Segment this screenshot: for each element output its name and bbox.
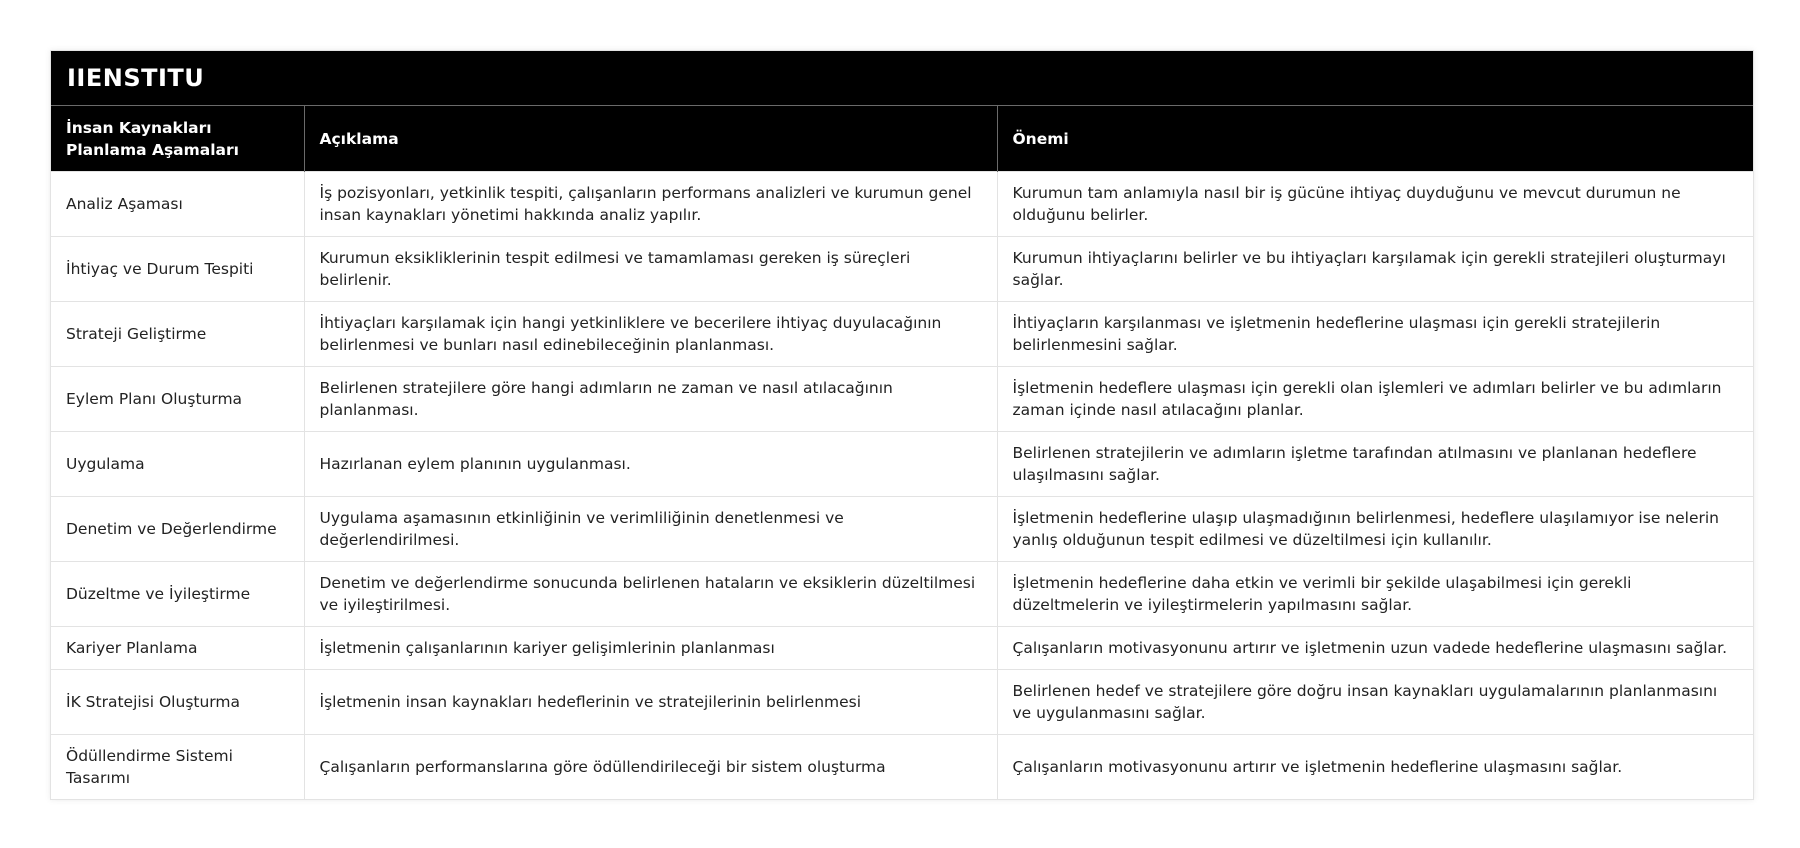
cell-stage: Analiz Aşaması [51,172,304,237]
table-body [51,172,1753,800]
table-row [51,670,1753,735]
cell-stage: Strateji Geliştirme [51,302,304,367]
cell-importance: Belirlenen hedef ve stratejilere göre doğru insan kaynakları uygulamalarının planlanmasını ve uygulanmasını sağlar. [997,670,1753,735]
table-row [51,735,1753,800]
cell-importance: Çalışanların motivasyonunu artırır ve işletmenin uzun vadede hedeflerine ulaşmasını sağlar. [997,627,1753,670]
cell-importance: İşletmenin hedeflere ulaşması için gerekli olan işlemleri ve adımları belirler ve bu adımların zaman içinde nasıl atılacağını planlar. [997,367,1753,432]
table-row [51,367,1753,432]
table-row [51,302,1753,367]
cell-stage: Düzeltme ve İyileştirme [51,562,304,627]
cell-stage: İK Stratejisi Oluşturma [51,670,304,735]
table-row [51,237,1753,302]
cell-stage: Denetim ve Değerlendirme [51,497,304,562]
header-stage: İnsan Kaynakları Planlama Aşamaları [51,106,304,172]
cell-description: Çalışanların performanslarına göre ödüllendirileceği bir sistem oluşturma [304,735,997,800]
cell-description: Kurumun eksikliklerinin tespit edilmesi ve tamamlaması gereken iş süreçleri belirlenir. [304,237,997,302]
brand-title: IIENSTITU [51,51,1753,106]
cell-stage: Ödüllendirme Sistemi Tasarımı [51,735,304,800]
table-container [50,50,1754,800]
cell-stage: Kariyer Planlama [51,627,304,670]
cell-description: Belirlenen stratejilere göre hangi adımların ne zaman ve nasıl atılacağının planlanması. [304,367,997,432]
table-row [51,172,1753,237]
cell-stage: Uygulama [51,432,304,497]
table-row [51,562,1753,627]
header-importance: Önemi [997,106,1753,172]
header-description: Açıklama [304,106,997,172]
cell-importance: Kurumun tam anlamıyla nasıl bir iş gücüne ihtiyaç duyduğunu ve mevcut durumun ne olduğunu belirler. [997,172,1753,237]
cell-stage: İhtiyaç ve Durum Tespiti [51,237,304,302]
header-row [51,106,1753,172]
cell-importance: Çalışanların motivasyonunu artırır ve işletmenin hedeflerine ulaşmasını sağlar. [997,735,1753,800]
cell-description: Hazırlanan eylem planının uygulanması. [304,432,997,497]
table-header [51,106,1753,172]
cell-description: İşletmenin çalışanlarının kariyer gelişimlerinin planlanması [304,627,997,670]
cell-description: İhtiyaçları karşılamak için hangi yetkinliklere ve becerilere ihtiyaç duyulacağının belirlenmesi ve bunları nasıl edinebileceğinin planlanması. [304,302,997,367]
table-row [51,432,1753,497]
cell-importance: Belirlenen stratejilerin ve adımların işletme tarafından atılmasını ve planlanan hedeflere ulaşılmasını sağlar. [997,432,1753,497]
cell-stage: Eylem Planı Oluşturma [51,367,304,432]
cell-importance: İhtiyaçların karşılanması ve işletmenin hedeflerine ulaşması için gerekli stratejilerin belirlenmesini sağlar. [997,302,1753,367]
cell-importance: İşletmenin hedeflerine ulaşıp ulaşmadığının belirlenmesi, hedeflere ulaşılamıyor ise nelerin yanlış olduğunun tespit edilmesi ve düzeltilmesi için kullanılır. [997,497,1753,562]
cell-description: İşletmenin insan kaynakları hedeflerinin ve stratejilerinin belirlenmesi [304,670,997,735]
table-row [51,497,1753,562]
table-row [51,627,1753,670]
cell-description: Denetim ve değerlendirme sonucunda belirlenen hataların ve eksiklerin düzeltilmesi ve iyileştirilmesi. [304,562,997,627]
data-table [51,106,1753,799]
cell-importance: Kurumun ihtiyaçlarını belirler ve bu ihtiyaçları karşılamak için gerekli stratejileri oluşturmayı sağlar. [997,237,1753,302]
cell-description: Uygulama aşamasının etkinliğinin ve verimliliğinin denetlenmesi ve değerlendirilmesi. [304,497,997,562]
cell-importance: İşletmenin hedeflerine daha etkin ve verimli bir şekilde ulaşabilmesi için gerekli düzeltmelerin ve iyileştirmelerin yapılmasını sağlar. [997,562,1753,627]
cell-description: İş pozisyonları, yetkinlik tespiti, çalışanların performans analizleri ve kurumun genel insan kaynakları yönetimi hakkında analiz yapılır. [304,172,997,237]
